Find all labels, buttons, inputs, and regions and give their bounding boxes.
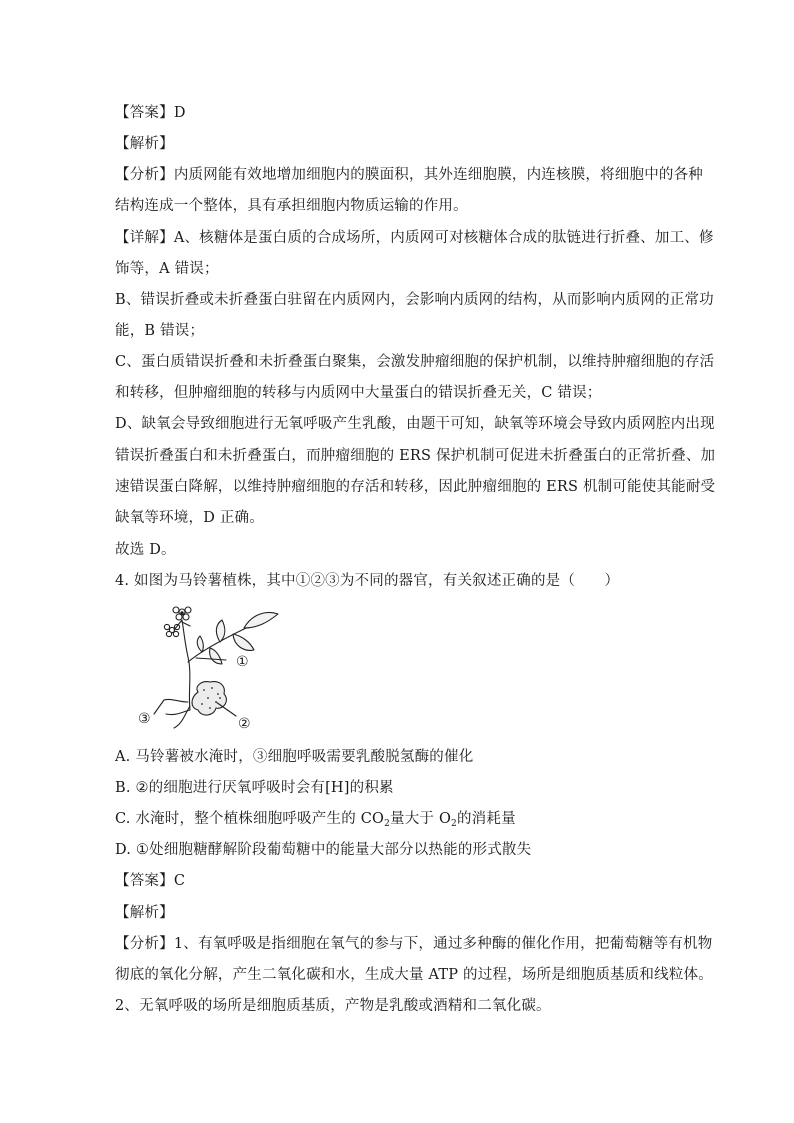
q4-fenxi-line-1 <box>115 934 713 954</box>
q4-fenxi-line-2: 彻底的氧化分解，产生二氧化碳和水，生成大量 ATP 的过程，场所是细胞质基质和线粒体。 <box>115 967 713 983</box>
co2-subscript: 2 <box>384 819 391 829</box>
answer-value: C <box>173 873 186 889</box>
option-c-part-1: C. 水淹时，整个植株细胞呼吸产生的 CO <box>115 811 385 827</box>
option-c-part-2: 量大于 O <box>390 811 452 827</box>
q4-option-c <box>115 809 685 829</box>
q3-fenxi-line-2: 结构连成一个整体，具有承担细胞内物质运输的作用。 <box>115 198 468 214</box>
q3-analysis-tag: 【解析】 <box>115 136 174 152</box>
q4-answer-line <box>115 871 685 891</box>
answer-tag: 【答案】 <box>115 105 174 121</box>
q3-fenxi-line-1 <box>115 165 704 185</box>
q3-detail-a2: 饰等，A 错误； <box>115 261 219 277</box>
leaf-right-top <box>244 613 278 628</box>
figure-label-1: ① <box>236 654 249 670</box>
q3-detail-b2: 能，B 错误； <box>115 323 205 339</box>
flower-top <box>173 607 191 620</box>
q4-option-b: B. ②的细胞进行厌氧呼吸时会有[H]的积累 <box>115 780 394 796</box>
q3-detail-c2: 和转移，但肿瘤细胞的转移与内质网中大量蛋白的错误折叠无关，C 错误； <box>115 385 602 401</box>
leaf-right-mid <box>233 634 254 650</box>
potato-plant-figure <box>138 602 288 734</box>
q3-detail-c1: C、蛋白质错误折叠和未折叠蛋白聚集，会激发肿瘤细胞的保护机制，以维持肿瘤细胞的存活 <box>115 354 715 370</box>
leaf-lower <box>210 648 222 664</box>
answer-value: D <box>173 105 186 121</box>
answer-tag: 【答案】 <box>115 873 174 889</box>
q3-choose: 故选 D。 <box>115 542 176 558</box>
leaf-right-upper <box>216 620 224 642</box>
q4-option-a: A. 马铃薯被水淹时，③细胞呼吸需要乳酸脱氢酶的催化 <box>115 749 474 765</box>
tuber <box>192 682 226 715</box>
q3-detail-b1: B、错误折叠或未折叠蛋白驻留在内质网内，会影响内质网的结构，从而影响内质网的正常功 <box>115 292 714 308</box>
fenxi-text: 1、有氧呼吸是指细胞在氧气的参与下，通过多种酶的催化作用，把葡萄糖等有机物 <box>173 936 713 952</box>
fenxi-text: 内质网能有效地增加细胞内的膜面积，其外连细胞膜，内连核膜，将细胞中的各种 <box>173 167 704 183</box>
label-2-pointer <box>216 702 236 716</box>
figure-label-3: ③ <box>138 711 151 727</box>
label-3-pointer <box>154 700 164 714</box>
q3-answer-line <box>115 103 685 123</box>
option-c-part-3: 的消耗量 <box>456 811 516 827</box>
detail-text: A、核糖体是蛋白质的合成场所，内质网可对核糖体合成的肽链进行折叠、加工、修 <box>173 230 714 246</box>
q3-detail-d4: 缺氧等环境，D 正确。 <box>115 510 264 526</box>
q4-stem: 4. 如图为马铃薯植株，其中①②③为不同的器官，有关叙述正确的是（ ） <box>115 573 620 589</box>
q3-detail-d1: D、缺氧会导致细胞进行无氧呼吸产生乳酸，由题干可知，缺氧等环境会导致内质网腔内出现 <box>115 416 715 432</box>
q4-analysis-tag: 【解析】 <box>115 905 174 921</box>
q4-fenxi-line-3: 2、无氧呼吸的场所是细胞质基质，产物是乳酸或酒精和二氧化碳。 <box>115 998 551 1014</box>
q3-detail-d2: 错误折叠蛋白和未折叠蛋白，而肿瘤细胞的 ERS 保护机制可促进未折叠蛋白的正常折叠、加 <box>115 448 716 464</box>
o2-subscript: 2 <box>451 819 457 829</box>
detail-tag: 【详解】 <box>115 230 174 246</box>
figure-label-2: ② <box>238 716 251 732</box>
fenxi-tag: 【分析】 <box>115 936 174 952</box>
q3-detail-line-1 <box>115 228 714 248</box>
q3-detail-d3: 速错误蛋白降解，以维持肿瘤细胞的存活和转移，因此肿瘤细胞的 ERS 机制可能使其能耐受 <box>115 479 716 495</box>
leaf-small <box>197 636 203 652</box>
q4-option-d: D. ①处细胞糖酵解阶段葡萄糖中的能量大部分以热能的形式散失 <box>115 842 532 858</box>
plant-stem <box>182 620 190 710</box>
fenxi-tag: 【分析】 <box>115 167 174 183</box>
